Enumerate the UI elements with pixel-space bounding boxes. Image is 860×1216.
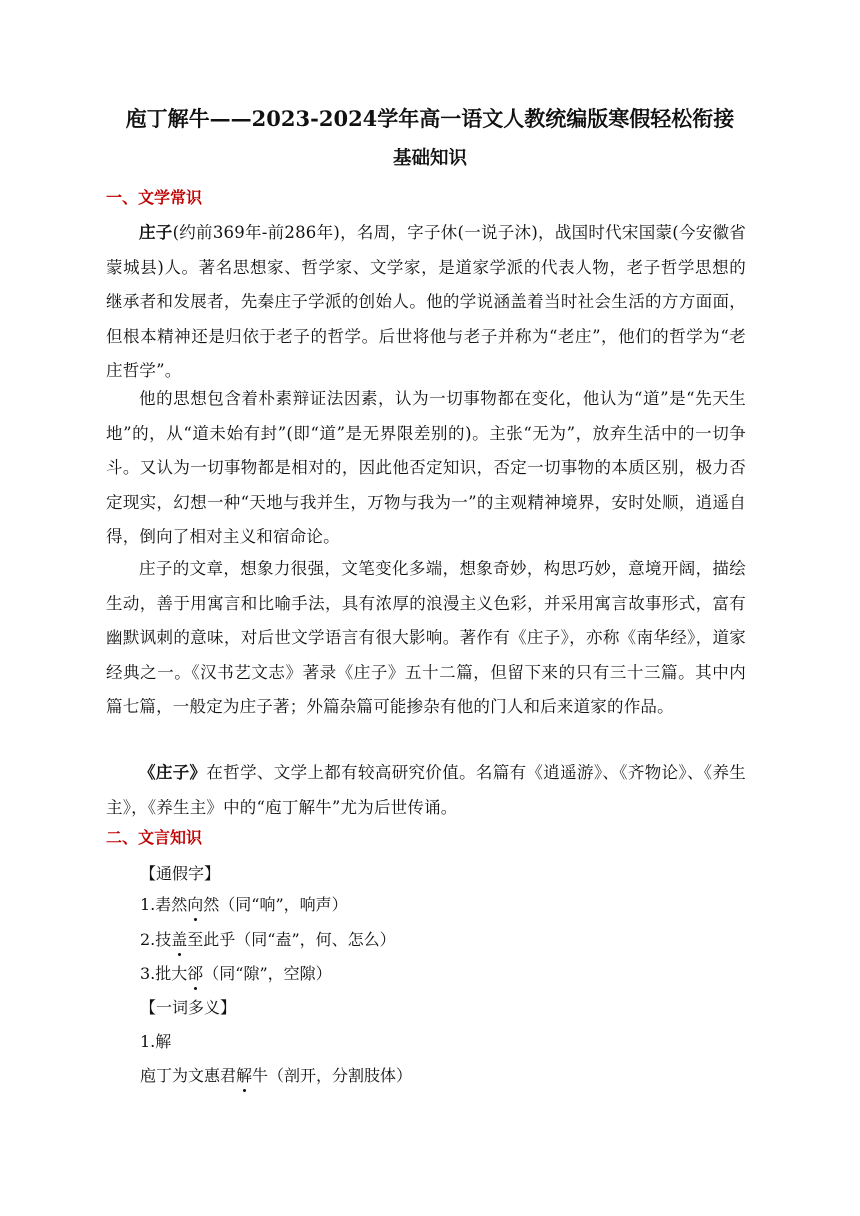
- paragraph-zhuangzi-book: [106, 756, 746, 825]
- paragraph-bold-term: 《庄子》: [139, 763, 207, 782]
- emphasis-dot-char: 向: [187, 893, 203, 917]
- document-subtitle: 基础知识: [392, 148, 467, 169]
- emphasis-dot-char: 盖: [171, 928, 187, 952]
- paragraph-bold-term: 庄子: [139, 223, 173, 242]
- list-item: 1.砉然向然（同“响”，响声）: [140, 893, 348, 917]
- emphasis-dot-char: 郤: [187, 962, 203, 986]
- paragraph-zhuangzi-bio: [106, 216, 746, 389]
- document-title: 庖丁解牛——2023-2024学年高一语文人教统编版寒假轻松衔接: [125, 106, 735, 131]
- paragraph-zhuangzi-writing: 庄子的文章，想象力很强，文笔变化多端，想象奇妙，构思巧妙，意境开阔，描绘生动，善于用寓言和比喻手法，具有浓厚的浪漫主义色彩，并采用寓言故事形式，富有幽默讽刺的意味，对后世文学语言有很大影响。著作有《庄子》，亦称《南华经》，道家经典之一。《汉书艺文志》著录《庄子》五十二篇，但留下来的只有三十三篇。其中内篇七篇，一般定为庄子著；外篇杂篇可能掺杂有他的门人和后来道家的作品。: [106, 559, 746, 716]
- list-item: 2.技盖至此乎（同“盍”，何、怎么）: [140, 928, 396, 952]
- section-heading-literature: 一、文学常识: [106, 188, 203, 207]
- subheading-tongjiazi: 【通假字】: [140, 864, 221, 883]
- paragraph-text: 在哲学、文学上都有较高研究价值。名篇有《逍遥游》、《齐物论》、《养生主》，《养生主》中的“庖丁解牛”尤为后世传诵。: [106, 763, 746, 817]
- emphasis-dot-char: 解: [236, 1064, 252, 1088]
- paragraph-text: (约前369年-前286年)，名周，字子休(一说子沐)，战国时代宋国蒙(今安徽省蒙城县)人。著名思想家、哲学家、文学家，是道家学派的代表人物，老子哲学思想的继承者和发展者，先秦庄子学派的创始人。他的学说涵盖着当时社会生活的方方面面，但根本精神还是归依于老子的哲学。后世将他与老子并称为“老庄”，他们的哲学为“老庄哲学”。: [106, 223, 747, 380]
- paragraph-zhuangzi-thought: 他的思想包含着朴素辩证法因素，认为一切事物都在变化，他认为“道”是“先天生地”的，从“道未始有封”(即“道”是无界限差别的)。主张“无为”，放弃生活中的一切争斗。又认为一切事物都是相对的，因此他否定知识，否定一切事物的本质区别，极力否定现实，幻想一种“天地与我并生，万物与我为一”的主观精神境界，安时处顺，逍遥自得，倒向了相对主义和宿命论。: [106, 389, 746, 546]
- subheading-yicidouyi: 【一词多义】: [140, 998, 237, 1017]
- example-sentence: 庖丁为文惠君解牛（剖开，分割肢体）: [140, 1064, 412, 1088]
- section-heading-classical: 二、文言知识: [106, 828, 203, 847]
- word-entry: 1.解: [140, 1032, 172, 1051]
- list-item: 3.批大郤（同“隙”，空隙）: [140, 962, 332, 986]
